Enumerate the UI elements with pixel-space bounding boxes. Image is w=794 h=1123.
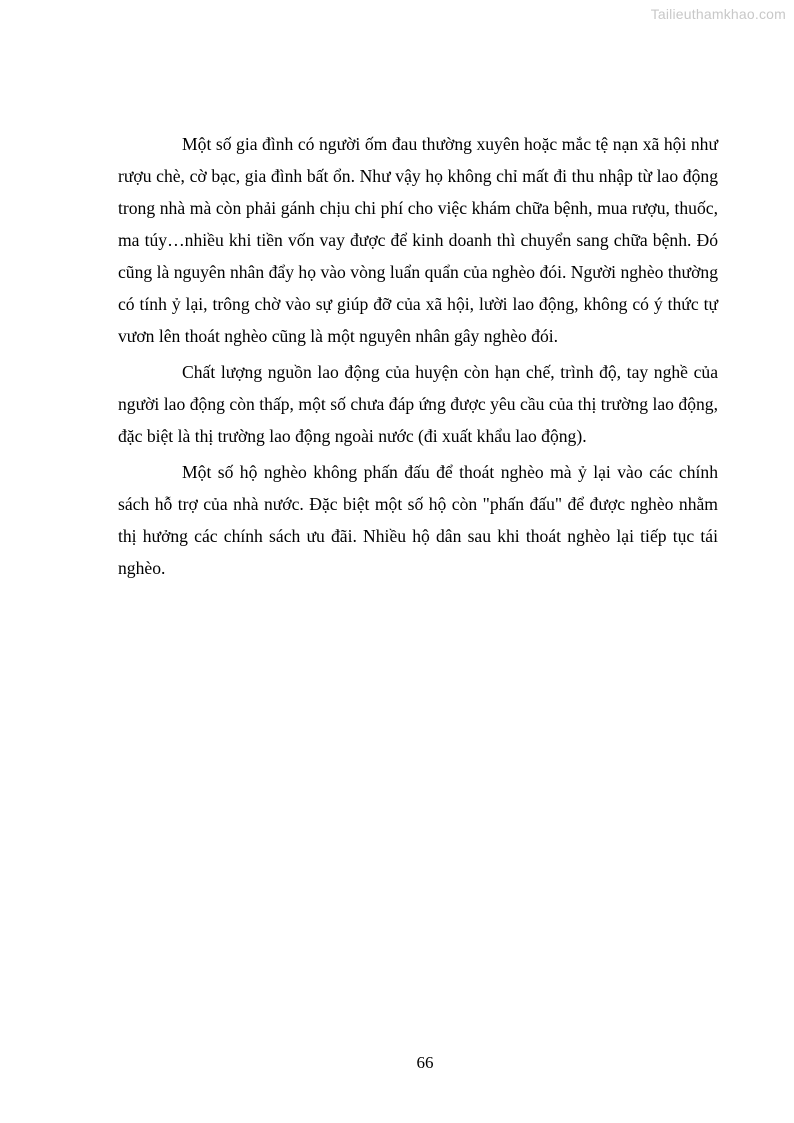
- paragraph-2: Chất lượng nguồn lao động của huyện còn hạn chế, trình độ, tay nghề của người lao động còn thấp, một số chưa đáp ứng được yêu cầu của thị trường lao động, đặc biệt là thị trường lao động ngoài nước (đi xuất khẩu lao động).: [118, 362, 718, 446]
- watermark: Tailieuthamkhao.com: [650, 6, 786, 22]
- page-number: 66: [416, 1053, 434, 1072]
- document-body: [118, 128, 718, 588]
- paragraph-1: Một số gia đình có người ốm đau thường xuyên hoặc mắc tệ nạn xã hội như rượu chè, cờ bạc, gia đình bất ổn. Như vậy họ không chỉ mất đi thu nhập từ lao động trong nhà mà còn phải gánh chịu chi phí cho việc khám chữa bệnh, mua rượu, thuốc, ma túy…nhiều khi tiền vốn vay được để kinh doanh thì chuyển sang chữa bệnh. Đó cũng là nguyên nhân đẩy họ vào vòng luẩn quẩn của nghèo đói. Người nghèo thường có tính ỷ lại, trông chờ vào sự giúp đỡ của xã hội, lười lao động, không có ý thức tự vươn lên thoát nghèo cũng là một nguyên nhân gây nghèo đói.: [118, 134, 718, 346]
- paragraph-3: Một số hộ nghèo không phấn đấu để thoát nghèo mà ỷ lại vào các chính sách hỗ trợ của nhà nước. Đặc biệt một số hộ còn "phấn đấu" để được nghèo nhằm thị hưởng các chính sách ưu đãi. Nhiều hộ dân sau khi thoát nghèo lại tiếp tục tái nghèo.: [118, 462, 718, 578]
